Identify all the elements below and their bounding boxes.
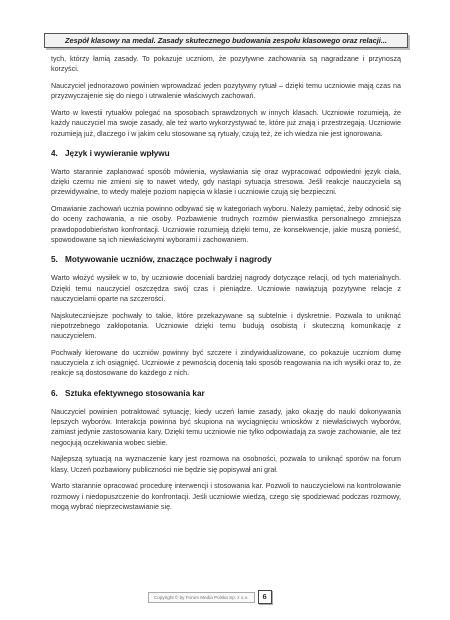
paragraph: Najskuteczniejsze pochwały to takie, które przekazywane są subtelnie i dyskretnie. Pozwala to uniknąć niepotrzebnego zakłopotania. Uczniowie dzięki temu budują osobistą i skuteczną komunikację z nauczycielem. [51,311,401,341]
running-header-title: Zespół klasowy na medal. Zasady skutecznego budowania zespołu klasowego oraz relacji... [64,36,387,45]
section-heading [51,148,401,159]
section-heading [51,388,401,399]
section-number: 5. [51,255,58,265]
paragraph: Warto włożyć wysiłek w to, by uczniowie doceniali bardziej nagrody dotyczące relacji, od tych materialnych. Dzięki temu nauczyciel oszczędza swój czas i pieniądze. Uczniowie nawiązują pozytywne relacje z nauczycielami oparte na szczerości. [51,274,401,303]
section-number: 6. [51,388,58,398]
page-footer [148,590,272,604]
paragraph: Omawianie zachowań ucznia powinno odbywać się w kategoriach wyboru. Należy pamiętać, żeby odnosić się do oceny zachowania, a nie osoby. Pozbawienie trudnych rozmów pierwiastka personalnego zmniejsza prawdopodobieństwo konfrontacji. Uczniowie rozumieją dzięki temu, że konsekwencje, jakie muszą ponieść, spowodowane są ich niewłaściwymi wyborami i zachowaniem. [51,205,401,245]
paragraph: Nauczyciel powinien potraktować sytuację, kiedy uczeń łamie zasady, jako okazję do nauki dokonywania lepszych wyborów. Interakcja powinna być skupiona na wyciągnięciu wniosków z niewłaściwych wyborów, zamiast jedynie zastosowania kary. Dzięki temu uczniowie nie tylko odpowiadają za swoje zachowanie, ale też negocjują oczekiwania wobec siebie. [51,407,401,447]
copyright-notice: Copyright © by Forum Media Polska Sp. z o.o. [148,592,255,603]
paragraph: Warto w kwestii rytuałów polegać na sposobach sprawdzonych w innych klasach. Uczniowie rozumieją, że każdy nauczyciel ma swoje zasady, ale też warto wykorzystywać te, które już znają i przestrzegają. Uczniowie rozumieją już, dlaczego i w jakim celu stosowane są rytuały, czują też, że ich wiedza nie jest ignorowana. [51,108,401,138]
running-header [44,33,408,48]
paragraph: Nauczyciel jednorazowo powinien wprowadzać jeden pozytywny rytuał – dzięki temu uczniowie mają czas na przyzwyczajenie się do niego i utrwalenie właściwych zachowań. [51,81,401,101]
section-title: Sztuka efektywnego stosowania kar [65,388,205,398]
section-title: Motywowanie uczniów, znaczące pochwały i nagrody [65,255,272,265]
paragraph: Najlepszą sytuacją na wyznaczenie kary jest rozmowa na osobności, pozwala to uniknąć sporów na forum klasy. Uczeń pozbawiony publiczności nie będzie się popisywał ani grał. [51,455,401,474]
paragraph: Warto starannie zaplanować sposób mówienia, wysławiania się oraz wypracować odpowiedni język ciała, dzięki czemu nie zmieni się to nawet wtedy, gdy nastąpi sytuacja stresowa. Jeśli reakcje nauczyciela są przewidywalne, to wtedy maleje poziom napięcia w klasie i uczniowie czują się bezpieczni. [51,167,401,197]
paragraph: tych, którzy łamią zasady. To pokazuje uczniom, że pozytywne zachowania są nagradzane i przynoszą korzyści. [51,55,401,74]
paragraph: Pochwały kierowane do uczniów powinny być szczere i zindywidualizowane, co pokazuje uczniom dumę nauczyciela z ich osiągnięć. Uczniowie z pewnością docenią taki sposób reagowania na ich wysiłki oraz to, że reakcje są dostosowane do każdego z nich. [51,348,401,378]
section-heading [51,254,401,265]
section-number: 4. [51,148,58,158]
section-title: Język i wywieranie wpływu [65,148,170,158]
page-number: 6 [258,590,272,604]
page-content [51,54,401,519]
paragraph: Warto starannie opracować procedurę interwencji i stosowania kar. Pozwoli to nauczycielowi na kontrolowanie rozmowy i niedopuszczenie do konfrontacji. Jeśli uczniowie wiedzą, czego się spodziewać podczas rozmowy, mogą wybrać nieprzeciwstawianie się. [51,482,401,511]
